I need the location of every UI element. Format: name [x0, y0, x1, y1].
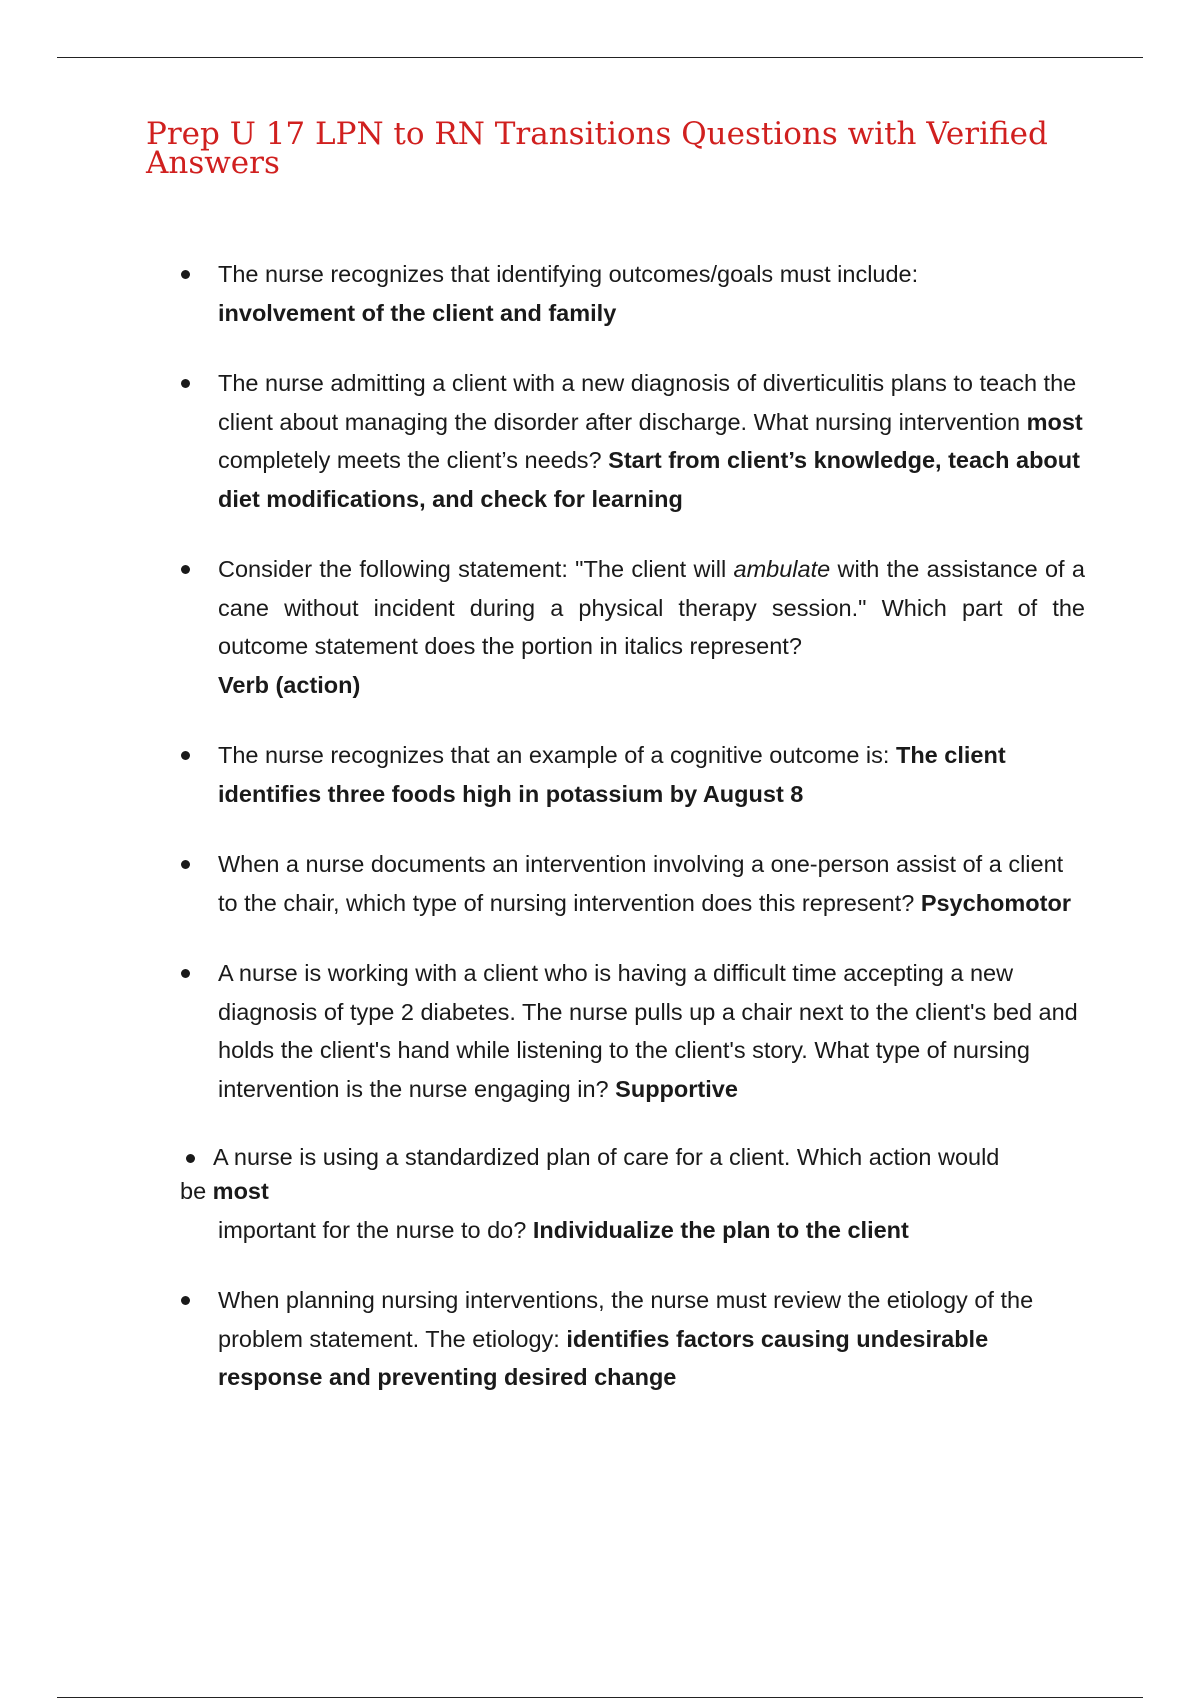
list-item [180, 845, 1085, 922]
question-text: important for the nurse to do? [218, 1217, 527, 1243]
list-item [180, 255, 1085, 332]
question-list [180, 255, 1085, 1429]
list-item [180, 736, 1085, 813]
bottom-rule [57, 1697, 1143, 1698]
question-text: The nurse admitting a client with a new diagnosis of diverticulitis plans to teach the client about managing the disorder after discharge. What nursing intervention [218, 370, 1077, 435]
bullet-icon [186, 1154, 195, 1163]
bullet-icon [181, 969, 190, 978]
bullet-icon [181, 379, 190, 388]
question-text: completely meets the client’s needs? [218, 447, 602, 473]
answer-text: Verb (action) [218, 671, 361, 698]
document-title: Prep U 17 LPN to RN Transitions Questions with Verified Answers [146, 116, 1048, 181]
list-item [180, 364, 1085, 518]
question-line [180, 1211, 1085, 1249]
question-text: A nurse is using a standardized plan of care for a client. Which action would [213, 1144, 1000, 1170]
list-item [180, 1281, 1085, 1397]
top-rule [57, 57, 1143, 58]
question-text: When planning nursing interventions, the nurse must review the etiology of the problem statement. The etiology: [218, 1287, 1034, 1352]
list-item [180, 550, 1085, 704]
bullet-icon [181, 1296, 190, 1305]
answer-text: Individualize the plan to the client [532, 1217, 909, 1243]
question-text: The nurse recognizes that an example of a cognitive outcome is: [218, 742, 890, 768]
bullet-icon [181, 860, 190, 869]
question-text: When a nurse documents an intervention involving a one-person assist of a client to the chair, which type of nursing intervention does this represent? [218, 851, 1064, 916]
answer-text: Psychomotor [920, 889, 1071, 916]
answer-text: The client identifies three foods high in potassium by August 8 [218, 742, 1006, 807]
question-text: be [180, 1178, 213, 1204]
bullet-icon [181, 751, 190, 760]
question-text: The nurse recognizes that identifying outcomes/goals must include: [218, 261, 919, 287]
answer-text: involvement of the client and family [218, 299, 617, 326]
bullet-icon [181, 565, 190, 574]
question-italic: ambulate [733, 556, 831, 582]
question-text: Consider the following statement: "The client will [218, 556, 734, 582]
question-emphasis: most [212, 1178, 269, 1204]
list-item [180, 954, 1085, 1108]
answer-text: Supportive [615, 1075, 738, 1102]
question-emphasis: most [1026, 408, 1083, 435]
list-item [180, 1140, 1085, 1249]
bullet-icon [181, 270, 190, 279]
question-text: with the assistance of a cane without incident during a physical therapy session." Which part of the outcome statement does the portion in italics represent? [218, 556, 1085, 659]
answer-text: Start from client’s knowledge, teach about diet modifications, and check for learning [218, 447, 1080, 512]
question-line [180, 1174, 1085, 1208]
question-text: A nurse is working with a client who is having a difficult time accepting a new diagnosis of type 2 diabetes. The nurse pulls up a chair next to the client's bed and holds the client's hand while listening to the client's story. What type of nursing intervention is the nurse engaging in? [218, 960, 1078, 1102]
answer-text: identifies factors causing undesirable response and preventing desired change [218, 1325, 989, 1390]
